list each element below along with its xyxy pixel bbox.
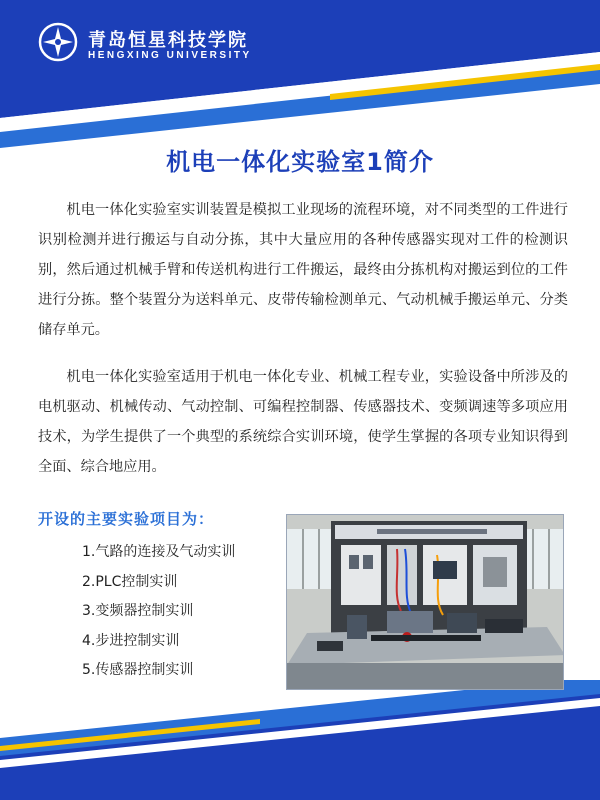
experiment-item: 3.变频器控制实训 xyxy=(82,603,194,619)
experiment-item: 1.气路的连接及气动实训 xyxy=(82,544,236,560)
equipment-photo xyxy=(286,514,564,690)
university-logo-icon xyxy=(38,22,78,62)
experiment-item: 4.步进控制实训 xyxy=(82,632,180,649)
intro-paragraph-1: 机电一体化实验室实训装置是模拟工业现场的流程环境，对不同类型的工件进行识别检测并进行搬运与自动分拣，其中大量应用的各种传感器实现对工件的检测识别，然后通过机械手臂和传送机构进行工件搬运，最终由分拣机构对搬运到位的工件进行分拣。整个装置分为送料单元、皮带传输检测单元、气动机械手搬运单元、分类储存单元。 xyxy=(38,202,568,338)
university-name-en: HENGXING UNIVERSITY xyxy=(88,50,252,61)
header-banner xyxy=(0,0,600,160)
footer-banner xyxy=(0,680,600,800)
experiment-item: 2.PLC控制实训 xyxy=(82,573,178,590)
experiments-list xyxy=(82,538,235,686)
experiments-heading: 开设的主要实验项目为： xyxy=(38,510,215,528)
university-name-cn: 青岛恒星科技学院 xyxy=(88,30,248,51)
experiment-item: 5.传感器控制实训 xyxy=(82,662,194,678)
intro-paragraph-2: 机电一体化实验室适用于机电一体化专业、机械工程专业，实验设备中所涉及的电机驱动、机械传动、气动控制、可编程控制器、传感器技术、变频调速等多项应用技术，为学生提供了一个典型的系统综合实训环境，使学生掌握的各项专业知识得到全面、综合地应用。 xyxy=(38,369,568,475)
page-title: 机电一体化实验室1简介 xyxy=(166,148,434,176)
